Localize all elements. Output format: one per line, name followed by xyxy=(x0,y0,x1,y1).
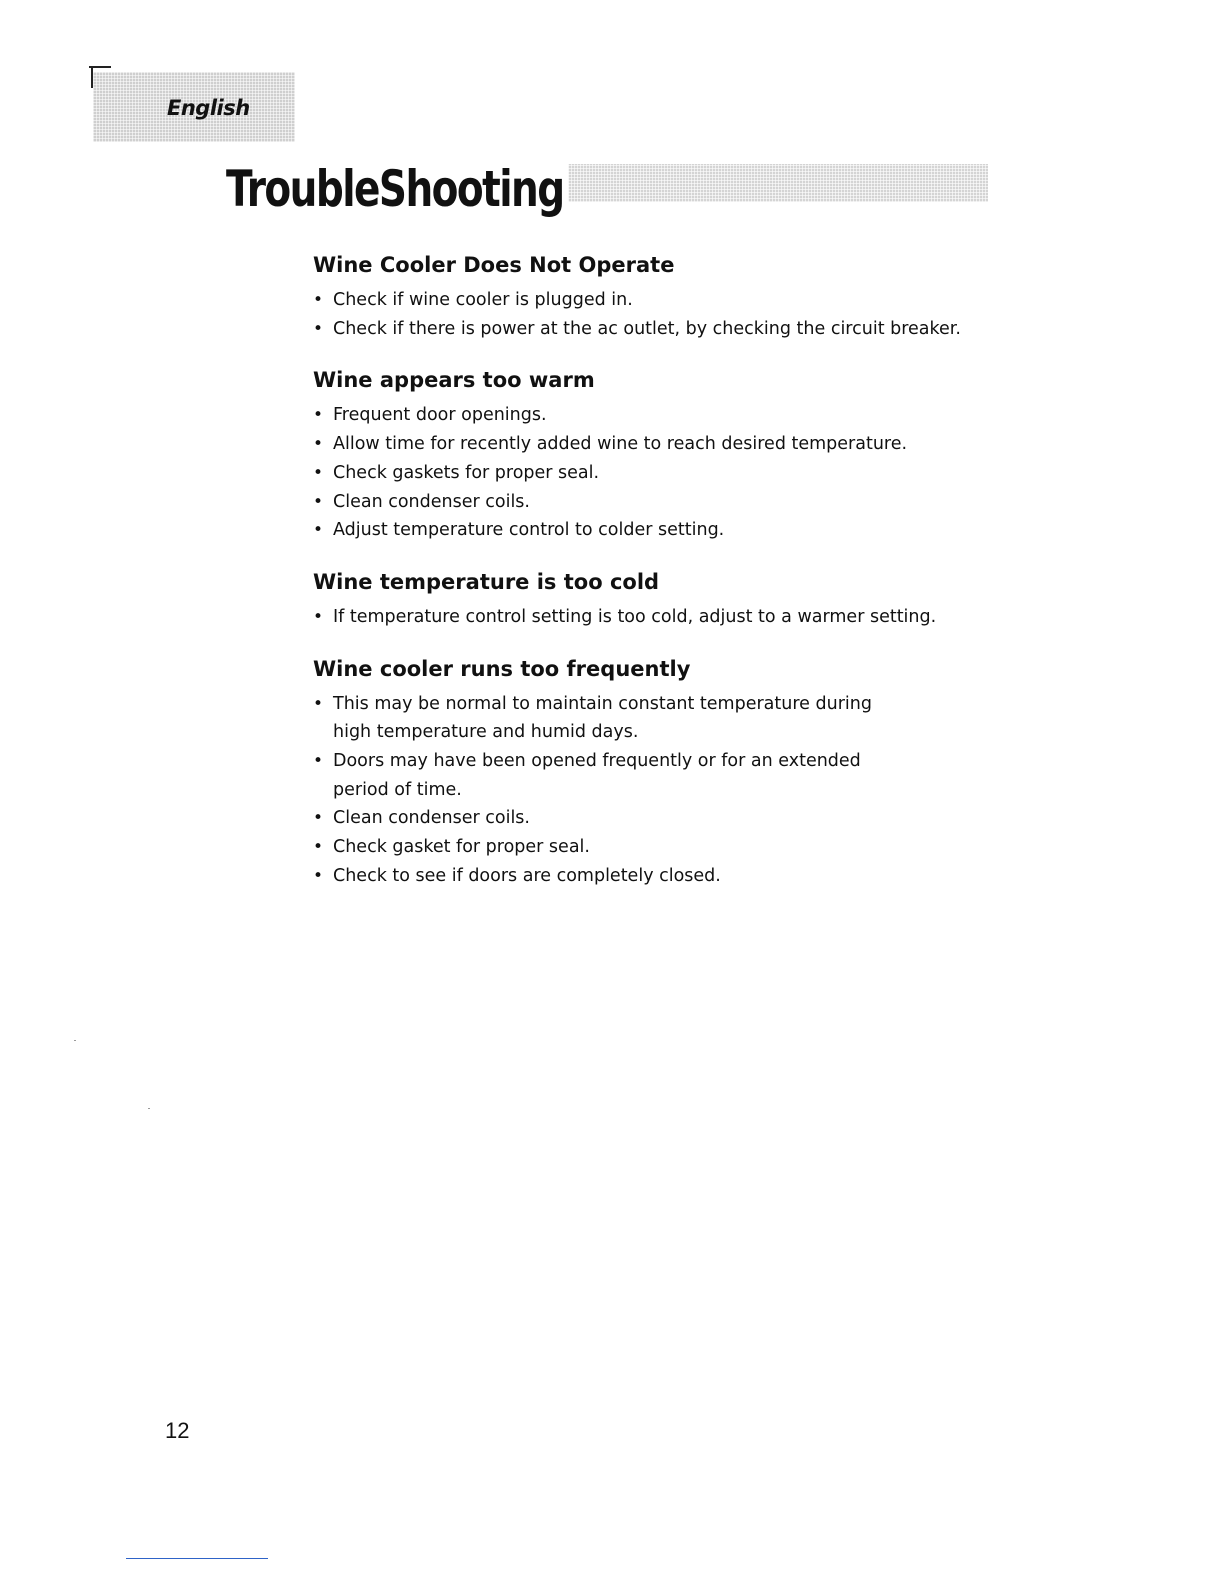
bullet-item: • Allow time for recently added wine to reach desired temperature. xyxy=(313,430,1013,459)
crop-mark-vertical xyxy=(91,66,93,88)
section-too-cold xyxy=(313,567,1013,632)
section-heading: Wine cooler runs too frequently xyxy=(313,656,691,681)
section-not-operate xyxy=(313,250,1013,343)
scan-speck xyxy=(148,1108,150,1109)
section-runs-frequently xyxy=(313,654,1013,891)
bullet-item: • Check if wine cooler is plugged in. xyxy=(313,286,1013,315)
troubleshooting-content xyxy=(313,250,1013,913)
bullet-item: • Check if there is power at the ac outlet, by checking the circuit breaker. xyxy=(313,315,1013,344)
page-number: 12 xyxy=(165,1418,190,1443)
section-too-warm xyxy=(313,365,1013,545)
page-title: TroubleShooting xyxy=(226,158,568,220)
language-tab xyxy=(93,72,295,142)
bullet-item: • If temperature control setting is too cold, adjust to a warmer setting. xyxy=(313,603,1013,632)
bullet-item: • Check gaskets for proper seal. xyxy=(313,459,1013,488)
bullet-item: • Frequent door openings. xyxy=(313,401,1013,430)
bullet-item: • Clean condenser coils. xyxy=(313,804,873,833)
language-label: English xyxy=(167,96,250,120)
bullet-item: • This may be normal to maintain constant temperature during high temperature and humid days. xyxy=(313,690,873,747)
bullet-item: • Doors may have been opened frequently or for an extended period of time. xyxy=(313,747,873,804)
bullet-list xyxy=(313,690,873,891)
footer-rule xyxy=(126,1558,268,1559)
section-heading: Wine Cooler Does Not Operate xyxy=(313,253,675,277)
bullet-list xyxy=(313,603,1013,632)
bullet-list xyxy=(313,401,1013,545)
scan-speck xyxy=(74,1040,76,1041)
bullet-item: • Check to see if doors are completely closed. xyxy=(313,862,873,891)
section-heading: Wine appears too warm xyxy=(313,368,595,393)
bullet-item: • Clean condenser coils. xyxy=(313,488,1013,517)
bullet-item: • Adjust temperature control to colder setting. xyxy=(313,516,1013,545)
section-heading: Wine temperature is too cold xyxy=(313,569,660,594)
bullet-item: • Check gasket for proper seal. xyxy=(313,833,873,862)
bullet-list xyxy=(313,286,1013,343)
